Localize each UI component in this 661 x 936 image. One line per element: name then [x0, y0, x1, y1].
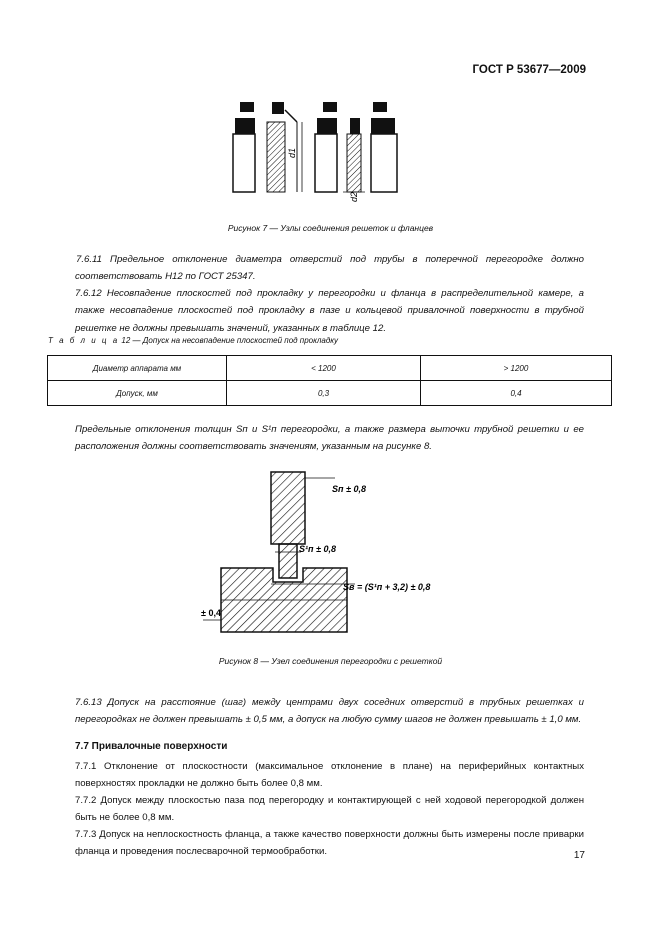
- paragraph-7-6-13: 7.6.13 Допуск на расстояние (шаг) между центрами двух соседних отверстий в трубных решетках и перегородках не должен превышать ± 0,5 мм, а допуск на любую сумму шагов не должен превышать ± 1,0 мм.: [75, 697, 584, 726]
- page-number: 17: [573, 850, 585, 861]
- table-12: [47, 355, 612, 406]
- partition-right: [347, 134, 361, 192]
- table-row: [48, 356, 612, 381]
- table-cell: 0,4: [421, 381, 612, 406]
- figure-7-caption: Рисунок 7 — Узлы соединения решеток и фланцев: [227, 223, 434, 233]
- table-cell: 0,3: [227, 381, 421, 406]
- svg-text:d2: d2: [349, 191, 359, 202]
- figure-8-drawing: [195, 468, 455, 638]
- flange-right: [315, 134, 337, 192]
- partition-tongue: [279, 544, 297, 578]
- partition: [271, 472, 305, 544]
- table-12-title: Т а б л и ц а 12 — Допуск на несовпадение плоскостей под прокладку: [48, 336, 339, 345]
- paragraph-7-7-1: 7.7.1 Отклонение от плоскостности (максимальное отклонение в плане) на периферийных контактных поверхностях прокладки не должно быть более 0,8 мм.: [75, 761, 584, 790]
- paragraph-7-6-12: 7.6.12 Несовпадение плоскостей под прокладку у перегородки и фланца в распределительной камере, а также несовпадение плоскостей под прокладку в пазе и кольцевой привалочной поверхности в трубной решетке не должны превышать значений, указанных в таблице 12.: [75, 288, 584, 334]
- document-code: ГОСТ Р 53677—2009: [472, 64, 586, 76]
- section-heading-7-7: 7.7 Привалочные поверхности: [75, 741, 228, 752]
- svg-text:Sв = (S¹п + 3,2) ± 0,8: Sв = (S¹п + 3,2) ± 0,8: [343, 582, 431, 592]
- flange-left: [233, 134, 255, 192]
- svg-text:d1: d1: [287, 147, 297, 158]
- table-cell: Допуск, мм: [48, 381, 227, 406]
- figure-8-caption: Рисунок 8 — Узел соединения перегородки с решеткой: [218, 656, 443, 666]
- paragraph-7-7-2: 7.7.2 Допуск между плоскостью паза под перегородку и контактирующей с ней ходовой перегородкой должен быть не более 0,8 мм.: [75, 795, 584, 824]
- paragraph-7-7-3: 7.7.3 Допуск на неплоскостность фланца, а также качество поверхности должны быть измерены после приварки фланца и проведения послесварочной термообработки.: [75, 829, 584, 858]
- svg-text:S¹п ± 0,8: S¹п ± 0,8: [299, 544, 336, 554]
- figure-7-drawing: [225, 98, 415, 210]
- flange-left-top: [235, 118, 255, 134]
- table-cell: > 1200: [421, 356, 612, 381]
- paragraph-7-6-11: 7.6.11 Предельное отклонение диаметра отверстий под трубы в поперечной перегородке должно соответствовать Н12 по ГОСТ 25347.: [75, 254, 584, 283]
- partition-left: [267, 122, 285, 192]
- table-cell: Диаметр аппарата мм: [48, 356, 227, 381]
- table-row: [48, 381, 612, 406]
- table-cell: < 1200: [227, 356, 421, 381]
- paragraph-thickness-deviation: Предельные отклонения толщин Sп и S¹п перегородки, а также размера выточки трубной решетки и ее расположения должны соответствовать значениям, указанным на рисунке 8.: [75, 424, 584, 453]
- svg-text:± 0,4: ± 0,4: [201, 608, 221, 618]
- svg-text:Sп ± 0,8: Sп ± 0,8: [332, 484, 366, 494]
